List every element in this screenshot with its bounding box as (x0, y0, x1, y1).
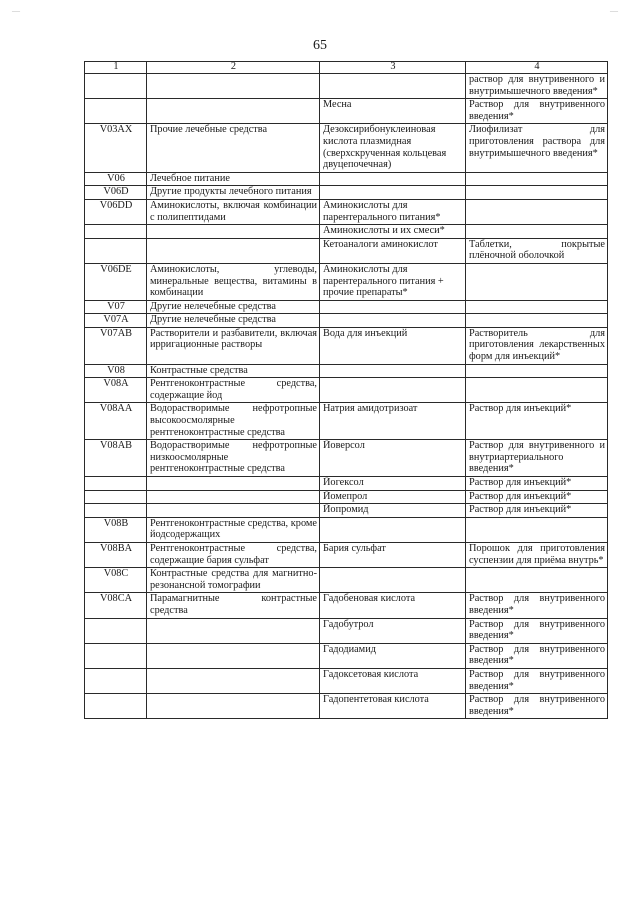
group-name-cell (147, 477, 320, 491)
group-name-cell (147, 643, 320, 668)
group-name-cell (147, 74, 320, 99)
dosage-form-cell (466, 199, 608, 224)
drug-name-cell (320, 74, 466, 99)
drug-name-cell: Йопромид (320, 504, 466, 518)
table-row (85, 517, 608, 542)
drug-name-cell: Месна (320, 99, 466, 124)
header-col-4: 4 (466, 62, 608, 74)
table-row (85, 225, 608, 239)
group-name-cell (147, 490, 320, 504)
dosage-form-cell: Раствор для внутривенного введения* (466, 643, 608, 668)
drug-name-cell (320, 364, 466, 378)
atc-code-cell: V08BA (85, 542, 147, 567)
group-name-cell (147, 238, 320, 263)
group-name-cell: Аминокислоты, включая комбинации с полипептидами (147, 199, 320, 224)
table-row (85, 568, 608, 593)
atc-code-cell: V06DD (85, 199, 147, 224)
table-row (85, 668, 608, 693)
header-col-1: 1 (85, 62, 147, 74)
drug-name-cell (320, 186, 466, 200)
dosage-form-cell: Порошок для приготовления суспензии для приёма внутрь* (466, 542, 608, 567)
page-number: 65 (313, 38, 327, 53)
group-name-cell (147, 618, 320, 643)
group-name-cell: Контрастные средства для магнитно-резонансной томографии (147, 568, 320, 593)
group-name-cell: Другие нелечебные средства (147, 314, 320, 328)
atc-code-cell (85, 643, 147, 668)
dosage-form-cell (466, 568, 608, 593)
table-row (85, 99, 608, 124)
table-row (85, 364, 608, 378)
atc-code-cell: V06D (85, 186, 147, 200)
medication-table (84, 61, 608, 719)
dosage-form-cell (466, 186, 608, 200)
table-row (85, 124, 608, 172)
atc-code-cell (85, 99, 147, 124)
group-name-cell: Контрастные средства (147, 364, 320, 378)
dosage-form-cell: Раствор для инъекций* (466, 490, 608, 504)
atc-code-cell (85, 490, 147, 504)
group-name-cell (147, 225, 320, 239)
group-name-cell: Водорастворимые нефротропные низкоосмолярные рентгеноконтрастные средства (147, 440, 320, 477)
drug-name-cell (320, 172, 466, 186)
dosage-form-cell (466, 225, 608, 239)
table-row (85, 186, 608, 200)
drug-name-cell (320, 568, 466, 593)
atc-code-cell (85, 225, 147, 239)
dosage-form-cell (466, 314, 608, 328)
table-row (85, 542, 608, 567)
table-row (85, 643, 608, 668)
atc-code-cell (85, 74, 147, 99)
group-name-cell: Лечебное питание (147, 172, 320, 186)
table-body (85, 74, 608, 719)
dosage-form-cell: Раствор для внутривенного введения* (466, 618, 608, 643)
atc-code-cell: V08CA (85, 593, 147, 618)
drug-name-cell: Дезоксирибонуклеиновая кислота плазмидная (сверхскрученная кольцевая двуцепочечная) (320, 124, 466, 172)
drug-name-cell: Бария сульфат (320, 542, 466, 567)
table-row (85, 378, 608, 403)
atc-code-cell: V08 (85, 364, 147, 378)
drug-name-cell (320, 314, 466, 328)
drug-name-cell: Йоверсол (320, 440, 466, 477)
table-row (85, 314, 608, 328)
dosage-form-cell: Раствор для инъекций* (466, 477, 608, 491)
group-name-cell (147, 504, 320, 518)
table-row (85, 618, 608, 643)
table-row (85, 694, 608, 719)
table-row (85, 300, 608, 314)
atc-code-cell (85, 668, 147, 693)
drug-name-cell: Аминокислоты для парентерального питания + прочие препараты* (320, 263, 466, 300)
dosage-form-cell: Раствор для внутривенного введения* (466, 99, 608, 124)
atc-code-cell: V08B (85, 517, 147, 542)
atc-code-cell (85, 477, 147, 491)
group-name-cell: Растворители и разбавители, включая ирригационные растворы (147, 327, 320, 364)
dosage-form-cell: Растворитель для приготовления лекарственных форм для инъекций* (466, 327, 608, 364)
drug-name-cell: Аминокислоты для парентерального питания* (320, 199, 466, 224)
table-header-row (85, 62, 608, 74)
group-name-cell (147, 694, 320, 719)
group-name-cell: Водорастворимые нефротропные высокоосмолярные рентгеноконтрастные средства (147, 403, 320, 440)
atc-code-cell: V08AB (85, 440, 147, 477)
drug-name-cell: Йогексол (320, 477, 466, 491)
group-name-cell (147, 99, 320, 124)
drug-name-cell: Кетоаналоги аминокислот (320, 238, 466, 263)
drug-name-cell: Гадопентетовая кислота (320, 694, 466, 719)
drug-name-cell: Гадобутрол (320, 618, 466, 643)
dosage-form-cell: Раствор для внутривенного и внутриартериального введения* (466, 440, 608, 477)
header-col-3: 3 (320, 62, 466, 74)
drug-name-cell: Гадобеновая кислота (320, 593, 466, 618)
drug-name-cell: Гадодиамид (320, 643, 466, 668)
table-row (85, 440, 608, 477)
group-name-cell: Прочие лечебные средства (147, 124, 320, 172)
table-row (85, 199, 608, 224)
table-row (85, 403, 608, 440)
dosage-form-cell: Раствор для инъекций* (466, 504, 608, 518)
dosage-form-cell (466, 378, 608, 403)
table-row (85, 593, 608, 618)
table-row (85, 477, 608, 491)
table-row (85, 327, 608, 364)
drug-name-cell (320, 517, 466, 542)
atc-code-cell (85, 694, 147, 719)
dosage-form-cell: Раствор для инъекций* (466, 403, 608, 440)
dosage-form-cell: раствор для внутривенного и внутримышечного введения* (466, 74, 608, 99)
dosage-form-cell: Раствор для внутривенного введения* (466, 593, 608, 618)
group-name-cell: Аминокислоты, углеводы, минеральные вещества, витамины в комбинации (147, 263, 320, 300)
group-name-cell: Парамагнитные контрастные средства (147, 593, 320, 618)
drug-name-cell (320, 300, 466, 314)
atc-code-cell (85, 238, 147, 263)
atc-code-cell: V07AB (85, 327, 147, 364)
scan-mark-left: — (12, 6, 20, 15)
dosage-form-cell: Таблетки, покрытые плёночной оболочкой (466, 238, 608, 263)
table-row (85, 263, 608, 300)
drug-name-cell: Вода для инъекций (320, 327, 466, 364)
header-col-2: 2 (147, 62, 320, 74)
group-name-cell: Другие нелечебные средства (147, 300, 320, 314)
atc-code-cell: V06 (85, 172, 147, 186)
atc-code-cell (85, 618, 147, 643)
group-name-cell: Рентгеноконтрастные средства, кроме йодсодержащих (147, 517, 320, 542)
dosage-form-cell (466, 263, 608, 300)
dosage-form-cell: Раствор для внутривенного введения* (466, 694, 608, 719)
atc-code-cell: V08C (85, 568, 147, 593)
table-row (85, 238, 608, 263)
dosage-form-cell: Лиофилизат для приготовления раствора для внутримышечного введения* (466, 124, 608, 172)
table-row (85, 74, 608, 99)
table-row (85, 172, 608, 186)
group-name-cell (147, 668, 320, 693)
drug-name-cell: Натрия амидотризоат (320, 403, 466, 440)
atc-code-cell: V06DE (85, 263, 147, 300)
dosage-form-cell: Раствор для внутривенного введения* (466, 668, 608, 693)
group-name-cell: Другие продукты лечебного питания (147, 186, 320, 200)
atc-code-cell: V08A (85, 378, 147, 403)
dosage-form-cell (466, 300, 608, 314)
drug-name-cell: Йомепрол (320, 490, 466, 504)
atc-code-cell: V03AX (85, 124, 147, 172)
dosage-form-cell (466, 364, 608, 378)
atc-code-cell: V07A (85, 314, 147, 328)
table-row (85, 504, 608, 518)
scan-mark-right: — (610, 6, 618, 15)
group-name-cell: Рентгеноконтрастные средства, содержащие йод (147, 378, 320, 403)
dosage-form-cell (466, 517, 608, 542)
atc-code-cell: V08AA (85, 403, 147, 440)
drug-name-cell: Гадоксетовая кислота (320, 668, 466, 693)
table-row (85, 490, 608, 504)
atc-code-cell (85, 504, 147, 518)
dosage-form-cell (466, 172, 608, 186)
drug-name-cell (320, 378, 466, 403)
group-name-cell: Рентгеноконтрастные средства, содержащие бария сульфат (147, 542, 320, 567)
atc-code-cell: V07 (85, 300, 147, 314)
drug-name-cell: Аминокислоты и их смеси* (320, 225, 466, 239)
